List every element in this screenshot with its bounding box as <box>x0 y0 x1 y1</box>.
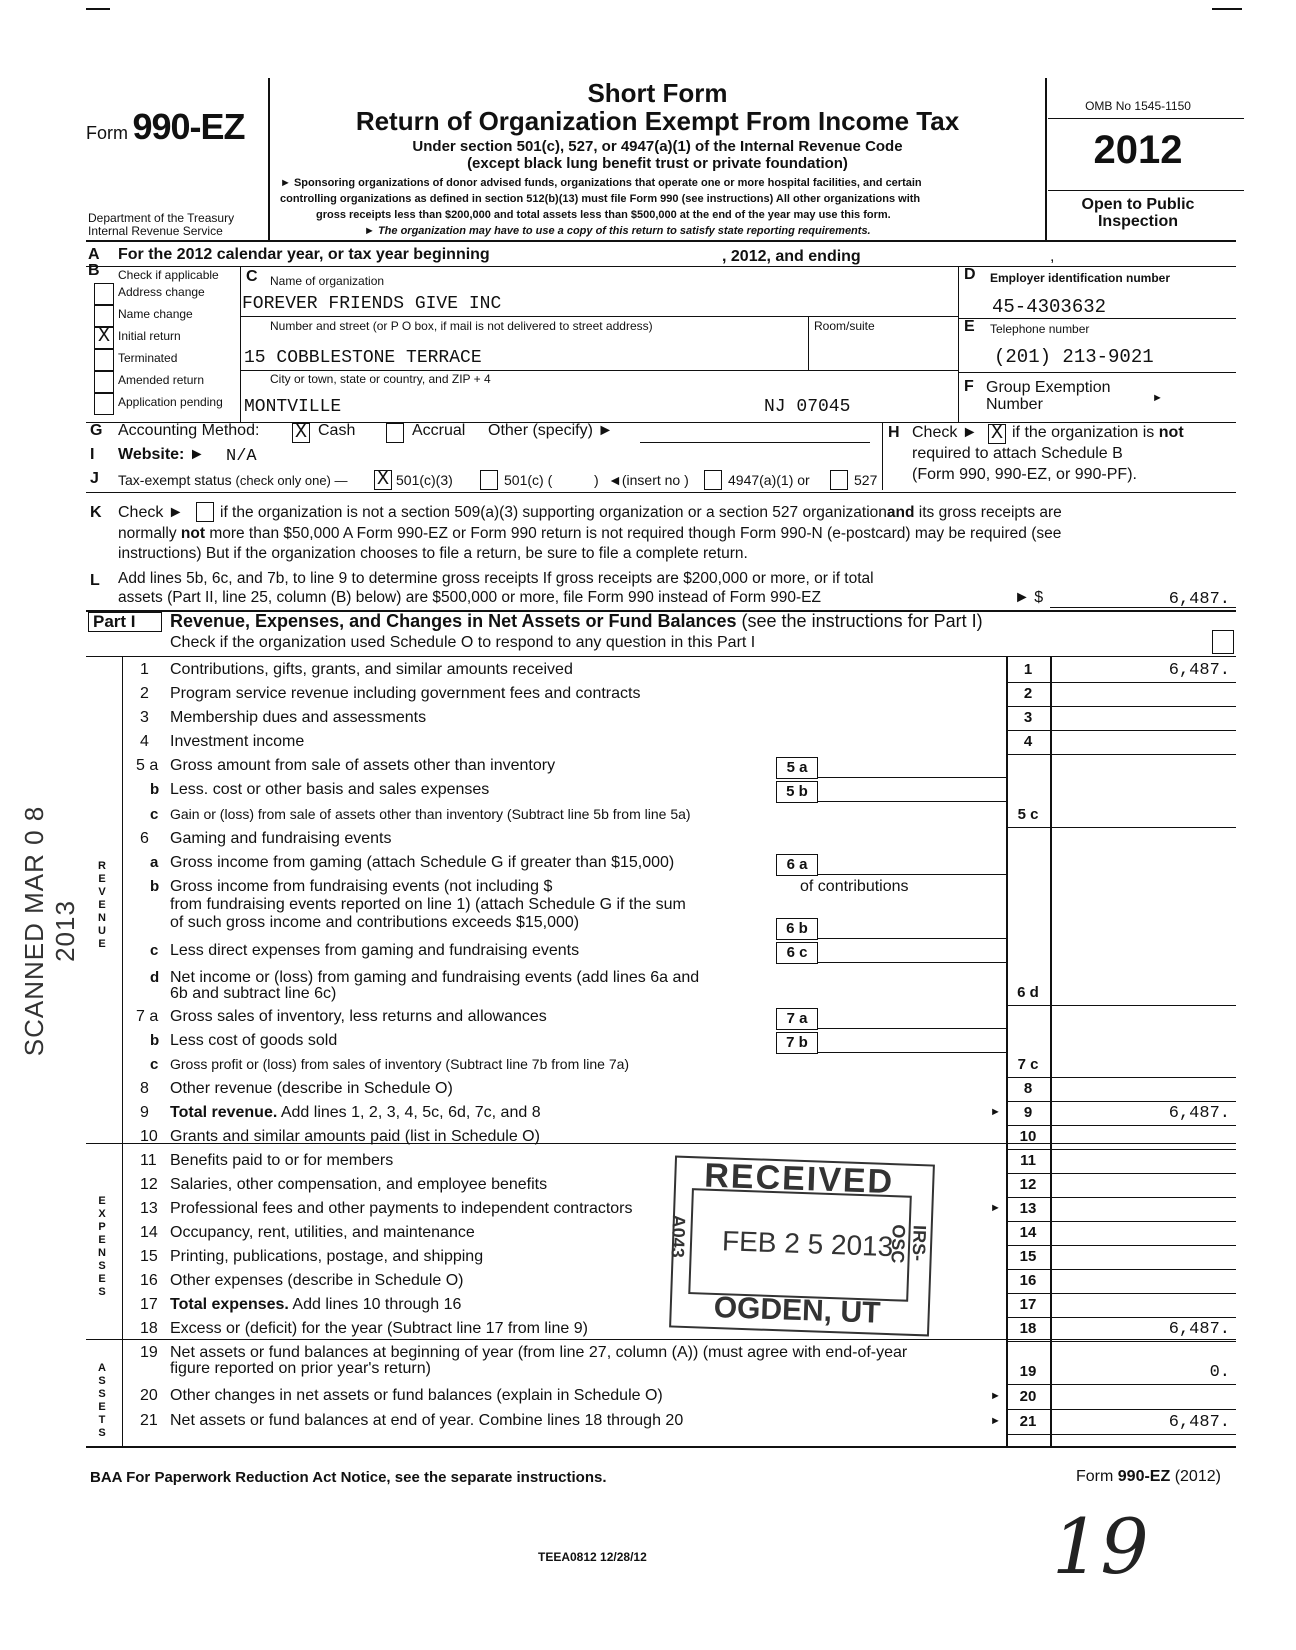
line-text: Membership dues and assessments <box>170 709 427 726</box>
form-prefix: Form <box>86 123 128 143</box>
line-amount: 6,487. <box>1168 1413 1230 1432</box>
phone: (201) 213-9021 <box>994 346 1154 368</box>
street-address: 15 COBBLESTONE TERRACE <box>244 348 482 368</box>
line-text: Printing, publications, postage, and shipping <box>170 1248 484 1265</box>
4947-label: 4947(a)(1) or <box>728 472 810 488</box>
line-number: 1 <box>140 661 149 678</box>
form-subtitle-2: (except black lung benefit trust or private foundation) <box>467 155 848 172</box>
sub-box-value[interactable] <box>818 1008 1006 1029</box>
schedule-o-checkbox[interactable] <box>1212 630 1234 654</box>
line-number: b <box>150 1032 160 1049</box>
line-text: Occupancy, rent, utilities, and maintenance <box>170 1224 475 1241</box>
line-text: Other changes in net assets or fund balances (explain in Schedule O) <box>170 1387 663 1404</box>
form-reference: Form 990-EZ (2012) <box>1076 1468 1221 1485</box>
line-number: 4 <box>140 733 149 750</box>
line-number: 15 <box>140 1248 158 1265</box>
sub-box-label: 6 b <box>776 918 818 940</box>
line-box-label: 19 <box>1019 1363 1037 1380</box>
line-amount: 6,487. <box>1168 661 1230 680</box>
line-text: Less cost of goods sold <box>170 1032 338 1049</box>
line-box-rule <box>1006 706 1236 707</box>
line-text: Program service revenue including government fees and contracts <box>170 685 641 702</box>
schedule-o-check-text: Check if the organization used Schedule O to respond to any question in this Part I <box>170 634 756 651</box>
baa-notice: BAA For Paperwork Reduction Act Notice, see the separate instructions. <box>90 1469 607 1486</box>
line-h-text: if the organization is not <box>1012 424 1184 441</box>
sub-box-value[interactable] <box>818 781 1006 802</box>
line-box-rule <box>1006 1317 1236 1318</box>
501c3-checkbox[interactable]: X <box>374 470 392 490</box>
cash-checkbox[interactable]: X <box>292 423 310 443</box>
line-box-rule <box>1006 1005 1236 1006</box>
line-number: 3 <box>140 709 149 726</box>
street-label: Number and street (or P O box, if mail is not delivered to street address) <box>270 319 653 333</box>
tax-year: 2012 <box>1093 128 1183 172</box>
section-b-label: Application pending <box>118 395 223 409</box>
dept-irs: Internal Revenue Service <box>88 224 223 238</box>
line-k-letter: K <box>90 504 102 521</box>
open-public: Open to Public <box>1081 196 1195 213</box>
room-label: Room/suite <box>814 319 875 333</box>
line-text: Professional fees and other payments to independent contractors <box>170 1200 633 1217</box>
line-number: 14 <box>140 1224 158 1241</box>
note-line-3: gross receipts less than $200,000 and total assets less than $500,000 at the end of the year may use this form. <box>316 209 891 221</box>
line-box-label: 21 <box>1019 1413 1037 1430</box>
form-code: TEEA0812 12/28/12 <box>538 1550 647 1564</box>
cash-label: Cash <box>318 422 356 439</box>
line-text-b: of contributions <box>800 878 909 895</box>
line-text: Investment income <box>170 733 305 750</box>
line-number: 6 <box>140 830 149 847</box>
line-text: Gaming and fundraising events <box>170 830 392 847</box>
ein-label: Employer identification number <box>990 271 1171 285</box>
line-box-rule <box>1006 1384 1236 1385</box>
line-box-rule <box>1006 1149 1236 1150</box>
tax-exempt-label: Tax-exempt status (check only one) — <box>118 472 348 488</box>
line-number: 7 a <box>136 1008 159 1025</box>
sub-box-label: 7 b <box>776 1032 818 1054</box>
line-k-text-1: if the organization is not a section 509(a)(3) supporting organization or a section 527 organizationand its gross receipts are <box>220 504 1062 521</box>
line-number: 13 <box>140 1200 158 1217</box>
org-name: FOREVER FRIENDS GIVE INC <box>242 294 502 314</box>
sub-box-label: 5 a <box>776 757 818 779</box>
527-label: 527 <box>854 472 878 488</box>
line-box-rule <box>1006 1293 1236 1294</box>
assets-side-label: ASSETS <box>98 1362 106 1439</box>
section-b-checkbox[interactable] <box>94 283 114 305</box>
section-c-letter: C <box>246 268 258 285</box>
line-text: Benefits paid to or for members <box>170 1152 394 1169</box>
line-text: Excess or (deficit) for the year (Subtract line 17 from line 9) <box>170 1320 588 1337</box>
section-f-letter: F <box>964 378 974 395</box>
form-subtitle-1: Under section 501(c), 527, or 4947(a)(1) of the Internal Revenue Code <box>412 138 903 155</box>
line-box-label: 2 <box>1023 685 1033 702</box>
line-number: 19 <box>140 1344 158 1361</box>
line-a-letter: A <box>88 246 100 263</box>
line-box-rule <box>1006 682 1236 683</box>
website-label: Website: ► <box>118 446 205 463</box>
line-text-bold: Total expenses. <box>170 1296 289 1313</box>
line-number: c <box>150 942 159 959</box>
line-box-rule <box>1006 1125 1236 1126</box>
line-a-end: , <box>1050 248 1055 265</box>
line-number: 16 <box>140 1272 158 1289</box>
line-box-rule <box>1006 1269 1236 1270</box>
phone-label: Telephone number <box>990 322 1090 336</box>
line-box-label: 13 <box>1019 1200 1037 1217</box>
line-k-check: Check ► <box>118 504 184 521</box>
sub-box-label: 6 c <box>776 942 818 964</box>
section-b-label: Amended return <box>118 373 205 387</box>
line-text-3: of such gross income and contributions exceeds $15,000) <box>170 914 580 931</box>
501c-close: ) <box>594 472 599 488</box>
scanned-stamp: SCANNED MAR 0 8 2013 <box>19 805 80 1057</box>
line-text-rest: Add lines 10 through 16 <box>292 1296 462 1313</box>
sub-box-value[interactable] <box>818 757 1006 778</box>
line-text: Net assets or fund balances at end of year. Combine lines 18 through 20 <box>170 1412 684 1429</box>
city-label: City or town, state or country, and ZIP + 4 <box>270 372 491 386</box>
website-value: N/A <box>226 447 257 466</box>
line-box-label: 7 c <box>1017 1056 1039 1073</box>
line-text-2: 6b and subtract line 6c) <box>170 985 337 1002</box>
schedule-b-checkbox[interactable]: X <box>988 424 1006 444</box>
line-box-label: 10 <box>1019 1128 1037 1145</box>
section-b-letter: B <box>88 262 100 279</box>
line-box-rule <box>1006 1409 1236 1410</box>
section-b-checkbox[interactable] <box>94 371 114 393</box>
line-box-label: 12 <box>1019 1176 1037 1193</box>
arrow-icon: ► <box>990 1415 1001 1427</box>
line-number: 9 <box>140 1104 149 1121</box>
501c-label: 501(c) ( <box>504 472 553 488</box>
sub-box-label: 7 a <box>776 1008 818 1030</box>
state-zip: NJ 07045 <box>764 397 851 417</box>
section-b-checkbox[interactable] <box>94 305 114 327</box>
line-h-check: Check ► <box>912 424 978 441</box>
line-box-label: 17 <box>1019 1296 1037 1313</box>
line-text: Gross amount from sale of assets other than inventory <box>170 757 556 774</box>
section-b-checkbox[interactable]: X <box>94 327 114 349</box>
line-box-label: 1 <box>1023 661 1033 678</box>
sub-box-label: 6 a <box>776 854 818 876</box>
line-number: c <box>150 1056 159 1073</box>
line-text: Less. cost or other basis and sales expenses <box>170 781 490 798</box>
line-box-label: 3 <box>1023 709 1033 726</box>
4947-checkbox[interactable] <box>704 470 722 490</box>
section-b-label: Initial return <box>118 329 181 343</box>
section-b-label: Name change <box>118 307 193 321</box>
line-box-rule <box>1006 1101 1236 1102</box>
line-g-letter: G <box>90 422 103 439</box>
line-box-label: 5 c <box>1017 806 1039 823</box>
line-text: Grants and similar amounts paid (list in Schedule O) <box>170 1128 540 1145</box>
line-number: 10 <box>140 1128 158 1145</box>
line-number: 11 <box>140 1152 157 1169</box>
sub-box-label: 5 b <box>776 781 818 803</box>
line-box-label: 6 d <box>1017 984 1039 1001</box>
line-text-2: figure reported on prior year's return) <box>170 1360 431 1377</box>
accrual-checkbox[interactable] <box>386 423 404 443</box>
line-number: 18 <box>140 1320 158 1337</box>
group-number-label: Number <box>986 396 1043 413</box>
gross-receipts-amount: 6,487. <box>1168 590 1230 609</box>
line-h-text-2: required to attach Schedule B <box>912 445 1123 462</box>
line-k-text-3: instructions) But if the organization chooses to file a return, be sure to file a complete return. <box>118 545 748 562</box>
line-number: 17 <box>140 1296 158 1313</box>
form-id <box>86 106 245 148</box>
line-text <box>170 1104 541 1122</box>
line-text: Other revenue (describe in Schedule O) <box>170 1080 453 1097</box>
line-box-label: 8 <box>1023 1080 1033 1097</box>
sub-box-value[interactable] <box>818 854 1006 875</box>
section-b-title: Check if applicable <box>118 268 219 282</box>
part1-title: Revenue, Expenses, and Changes in Net Assets or Fund Balances (see the instructions for Part I) <box>170 611 983 631</box>
other-label: Other (specify) ► <box>488 422 614 439</box>
sub-box-value[interactable] <box>818 1032 1006 1053</box>
527-checkbox[interactable] <box>830 470 848 490</box>
line-text: Less direct expenses from gaming and fundraising events <box>170 942 580 959</box>
line-number: 12 <box>140 1176 158 1193</box>
line-text: Gross sales of inventory, less returns and allowances <box>170 1008 547 1025</box>
dept-treasury: Department of the Treasury <box>88 211 235 225</box>
arrow-icon: ► <box>990 1202 1001 1214</box>
city: MONTVILLE <box>244 397 342 417</box>
handwritten-page-number: 19 <box>1052 1502 1149 1591</box>
line-l-dollar: ► $ <box>1014 589 1044 606</box>
arrow-icon: ► <box>990 1106 1001 1118</box>
line-amount: 0. <box>1209 1363 1230 1382</box>
line-text: Gain or (loss) from sale of assets other than inventory (Subtract line 5b from line 5a) <box>170 806 691 822</box>
line-box-rule <box>1006 754 1236 755</box>
line-j-letter: J <box>90 470 99 487</box>
line-number: 2 <box>140 685 149 702</box>
revenue-side-label: REVENUE <box>98 860 106 950</box>
stamp-received: RECEIVED <box>703 1156 895 1202</box>
line-box-label: 4 <box>1023 733 1033 750</box>
line-box-label: 14 <box>1019 1224 1037 1241</box>
line-box-rule <box>1006 827 1236 828</box>
line-number: c <box>150 806 159 823</box>
line-text: Gross income from gaming (attach Schedule G if greater than $15,000) <box>170 854 675 871</box>
stamp-right: IRS-OSC <box>887 1224 930 1264</box>
stamp-city: OGDEN, UT <box>713 1290 881 1330</box>
group-exemption-label: Group Exemption <box>986 379 1111 396</box>
line-k-checkbox[interactable] <box>196 502 214 522</box>
line-number: 21 <box>140 1412 158 1429</box>
stamp-date: FEB 2 5 2013 <box>721 1225 894 1263</box>
line-number: 20 <box>140 1387 158 1404</box>
501c3-label: 501(c)(3) <box>396 472 453 488</box>
line-box-rule <box>1006 1197 1236 1198</box>
501c-checkbox[interactable] <box>480 470 498 490</box>
line-text: Net income or (loss) from gaming and fundraising events (add lines 6a and <box>170 969 700 986</box>
line-text: Gross income from fundraising events (not including $ <box>170 878 553 895</box>
line-box-rule <box>1006 1341 1236 1342</box>
line-box-rule <box>1006 1173 1236 1174</box>
line-text-bold: Total revenue. <box>170 1104 278 1121</box>
omb-number: OMB No 1545-1150 <box>1085 99 1191 113</box>
section-b-label: Terminated <box>118 351 178 365</box>
line-number: b <box>150 781 160 798</box>
section-b-label: Address change <box>118 285 205 299</box>
form-title: Return of Organization Exempt From Income Tax <box>355 106 960 136</box>
line-a-text: For the 2012 calendar year, or tax year beginning <box>118 246 490 263</box>
line-box-label: 9 <box>1023 1104 1033 1121</box>
note-line-1: ► Sponsoring organizations of donor advised funds, organizations that operate one or more hospital facilities, and certain <box>280 177 922 189</box>
line-l-text-1: Add lines 5b, 6c, and 7b, to line 9 to determine gross receipts If gross receipts are $200,000 or more, or if total <box>118 570 874 587</box>
line-l-letter: L <box>90 572 100 589</box>
line-text: Salaries, other compensation, and employee benefits <box>170 1176 548 1193</box>
line-number: b <box>150 878 160 895</box>
expenses-side-label: EXPENSES <box>98 1195 106 1298</box>
insert-no-label: ◄(insert no ) <box>608 472 689 488</box>
arrow-icon: ► <box>990 1390 1001 1402</box>
line-box-rule <box>1006 1245 1236 1246</box>
org-name-label: Name of organization <box>270 274 385 288</box>
form-number: 990-EZ <box>132 106 245 147</box>
line-text: Contributions, gifts, grants, and similar amounts received <box>170 661 573 678</box>
part1-tag: Part I <box>88 612 162 632</box>
line-i-letter: I <box>90 446 95 463</box>
ein: 45-4303632 <box>992 296 1107 318</box>
line-box-label: 15 <box>1019 1248 1037 1265</box>
line-text-rest: Add lines 1, 2, 3, 4, 5c, 6d, 7c, and 8 <box>280 1104 541 1121</box>
line-amount: 6,487. <box>1168 1104 1230 1123</box>
line-box-label: 18 <box>1019 1320 1037 1337</box>
arrow-icon: ► <box>1152 392 1163 404</box>
section-e-letter: E <box>964 318 975 335</box>
accrual-label: Accrual <box>412 422 466 439</box>
line-number: a <box>150 854 159 871</box>
note-line-4: ► The organization may have to use a copy of this return to satisfy state reporting requirements. <box>364 225 871 237</box>
line-k-text-2: normally not more than $50,000 A Form 990-EZ or Form 990 return is not required though Form 990-N (e-postcard) may be required (see <box>118 525 1062 542</box>
line-box-rule <box>1006 730 1236 731</box>
stamp-left: A043 <box>667 1214 690 1259</box>
line-box-label: 11 <box>1020 1152 1036 1169</box>
line-text: Gross profit or (loss) from sales of inventory (Subtract line 7b from line 7a) <box>170 1056 630 1072</box>
received-stamp <box>669 1156 935 1337</box>
section-b-checkbox[interactable] <box>94 349 114 371</box>
line-text: Net assets or fund balances at beginning of year (from line 27, column (A)) (must agree with end-of-year <box>170 1344 908 1361</box>
line-text-2: from fundraising events reported on line 1) (attach Schedule G if the sum <box>170 896 686 913</box>
line-text <box>170 1296 461 1314</box>
line-h-letter: H <box>888 424 900 441</box>
line-number: d <box>150 969 160 986</box>
line-text: Other expenses (describe in Schedule O) <box>170 1272 464 1289</box>
sub-box-value[interactable] <box>818 918 1006 939</box>
section-d-letter: D <box>964 266 976 283</box>
note-line-2: controlling organizations as defined in section 512(b)(13) must file Form 990 (see instructions) All other organizations with <box>280 193 921 205</box>
line-box-rule <box>1006 1221 1236 1222</box>
line-l-text-2: assets (Part II, line 25, column (B) below) are $500,000 or more, file Form 990 instead of Form 990-EZ <box>118 589 821 606</box>
line-number: 8 <box>140 1080 149 1097</box>
line-amount: 6,487. <box>1168 1320 1230 1339</box>
line-box-label: 16 <box>1019 1272 1037 1289</box>
open-inspection: Inspection <box>1097 213 1178 230</box>
accounting-method-label: Accounting Method: <box>118 422 260 439</box>
form-title-short: Short Form <box>587 78 728 108</box>
line-box-label: 20 <box>1019 1388 1037 1405</box>
line-box-rule <box>1006 1434 1236 1435</box>
line-box-rule <box>1006 1077 1236 1078</box>
line-number: 5 a <box>136 757 159 774</box>
line-a-mid: , 2012, and ending <box>722 248 861 265</box>
sub-box-value[interactable] <box>818 942 1006 963</box>
line-h-text-3: (Form 990, 990-EZ, or 990-PF). <box>912 466 1137 483</box>
section-b-checkbox[interactable] <box>94 393 114 415</box>
